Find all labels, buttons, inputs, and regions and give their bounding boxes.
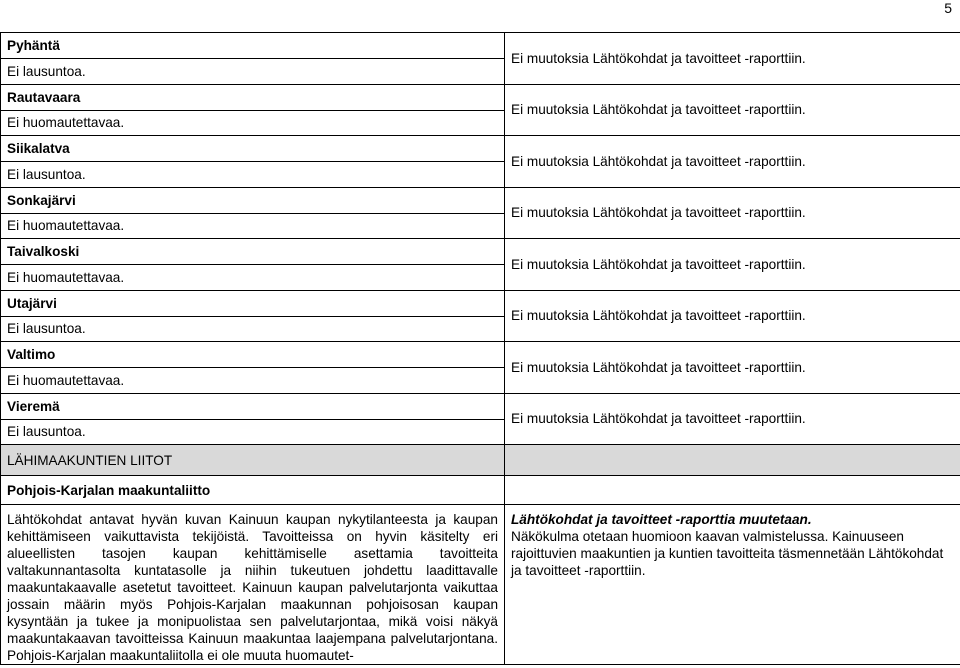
org-name-empty-cell <box>505 476 960 505</box>
org-name: Pohjois-Karjalan maakuntaliitto <box>7 482 211 498</box>
municipality-name-row <box>1 84 960 110</box>
municipality-status: Ei huomautettavaa. <box>1 265 505 291</box>
municipality-name-row <box>1 33 960 59</box>
municipality-response: Ei muutoksia Lähtökohdat ja tavoitteet -raporttiin. <box>505 342 960 394</box>
municipality-response: Ei muutoksia Lähtökohdat ja tavoitteet -raporttiin. <box>505 393 960 445</box>
municipality-name: Valtimo <box>1 342 505 368</box>
municipality-response: Ei muutoksia Lähtökohdat ja tavoitteet -raporttiin. <box>505 33 960 85</box>
municipality-response: Ei muutoksia Lähtökohdat ja tavoitteet -raporttiin. <box>505 84 960 136</box>
municipality-status: Ei huomautettavaa. <box>1 213 505 239</box>
municipality-status: Ei lausuntoa. <box>1 316 505 342</box>
statement-cell <box>1 505 505 665</box>
municipality-name: Pyhäntä <box>1 33 505 59</box>
municipality-name: Taivalkoski <box>1 239 505 265</box>
municipality-name: Siikalatva <box>1 136 505 162</box>
municipality-name: Sonkajärvi <box>1 187 505 213</box>
municipality-name-row <box>1 393 960 419</box>
municipality-name: Rautavaara <box>1 84 505 110</box>
response-heading: Lähtökohdat ja tavoitteet -raporttia muutetaan. <box>511 512 812 527</box>
statements-table <box>0 32 960 665</box>
municipality-name: Vieremä <box>1 393 505 419</box>
municipality-status: Ei lausuntoa. <box>1 419 505 445</box>
section-title-empty-cell <box>505 445 960 476</box>
response-text: Näkökulma otetaan huomioon kaavan valmistelussa. Kainuuseen rajoittuvien maakuntien ja kuntien tavoitteita täsmennetään Lähtökohdat ja tavoitteet -raporttiin. <box>511 529 944 578</box>
municipality-name-row <box>1 290 960 316</box>
municipality-name-row <box>1 239 960 265</box>
municipality-status: Ei huomautettavaa. <box>1 110 505 136</box>
section-title-cell <box>1 445 505 476</box>
statements-table-body <box>1 33 960 445</box>
municipality-name-row <box>1 342 960 368</box>
page-number: 5 <box>944 0 952 16</box>
municipality-name: Utajärvi <box>1 290 505 316</box>
municipality-response: Ei muutoksia Lähtökohdat ja tavoitteet -raporttiin. <box>505 239 960 291</box>
org-name-cell <box>1 476 505 505</box>
municipality-response: Ei muutoksia Lähtökohdat ja tavoitteet -raporttiin. <box>505 136 960 188</box>
section-title: LÄHIMAAKUNTIEN LIITOT <box>7 452 173 468</box>
municipality-name-row <box>1 187 960 213</box>
response-cell <box>505 505 960 665</box>
municipality-response: Ei muutoksia Lähtökohdat ja tavoitteet -raporttiin. <box>505 290 960 342</box>
municipality-response: Ei muutoksia Lähtökohdat ja tavoitteet -raporttiin. <box>505 187 960 239</box>
municipality-status: Ei lausuntoa. <box>1 59 505 85</box>
municipality-name-row <box>1 136 960 162</box>
municipality-status: Ei lausuntoa. <box>1 162 505 188</box>
regional-section <box>1 445 960 665</box>
statement-text: Lähtökohdat antavat hyvän kuvan Kainuun kaupan nykytilanteesta ja kaupan kehittämiseen vaikuttavista tekijöistä. Tavoitteissa on hyvin käsitelty eri alueellisten tasojen kaupan kehittämiselle asettamia tavoitteita valtakunnantasolta kuntatasolle ja niihin tukeutuen johdettu laadittavalle maakuntakaavalle asetetut tavoitteet. Kainuun kaupan palvelutarjonta vaikuttaa jossain määrin myös Pohjois-Karjalan maakunnan pohjoisosan kaupan kysyntään ja tukee ja monipuolistaa sen palvelutarjontaa, mikä voisi näkyä maakuntakaavan tavoitteissa Kainuun maakuntaa laajempana palvelutarjontana. Pohjois-Karjalan maakuntaliitolla ei ole muuta huomautet- <box>7 512 498 663</box>
municipality-status: Ei huomautettavaa. <box>1 368 505 394</box>
